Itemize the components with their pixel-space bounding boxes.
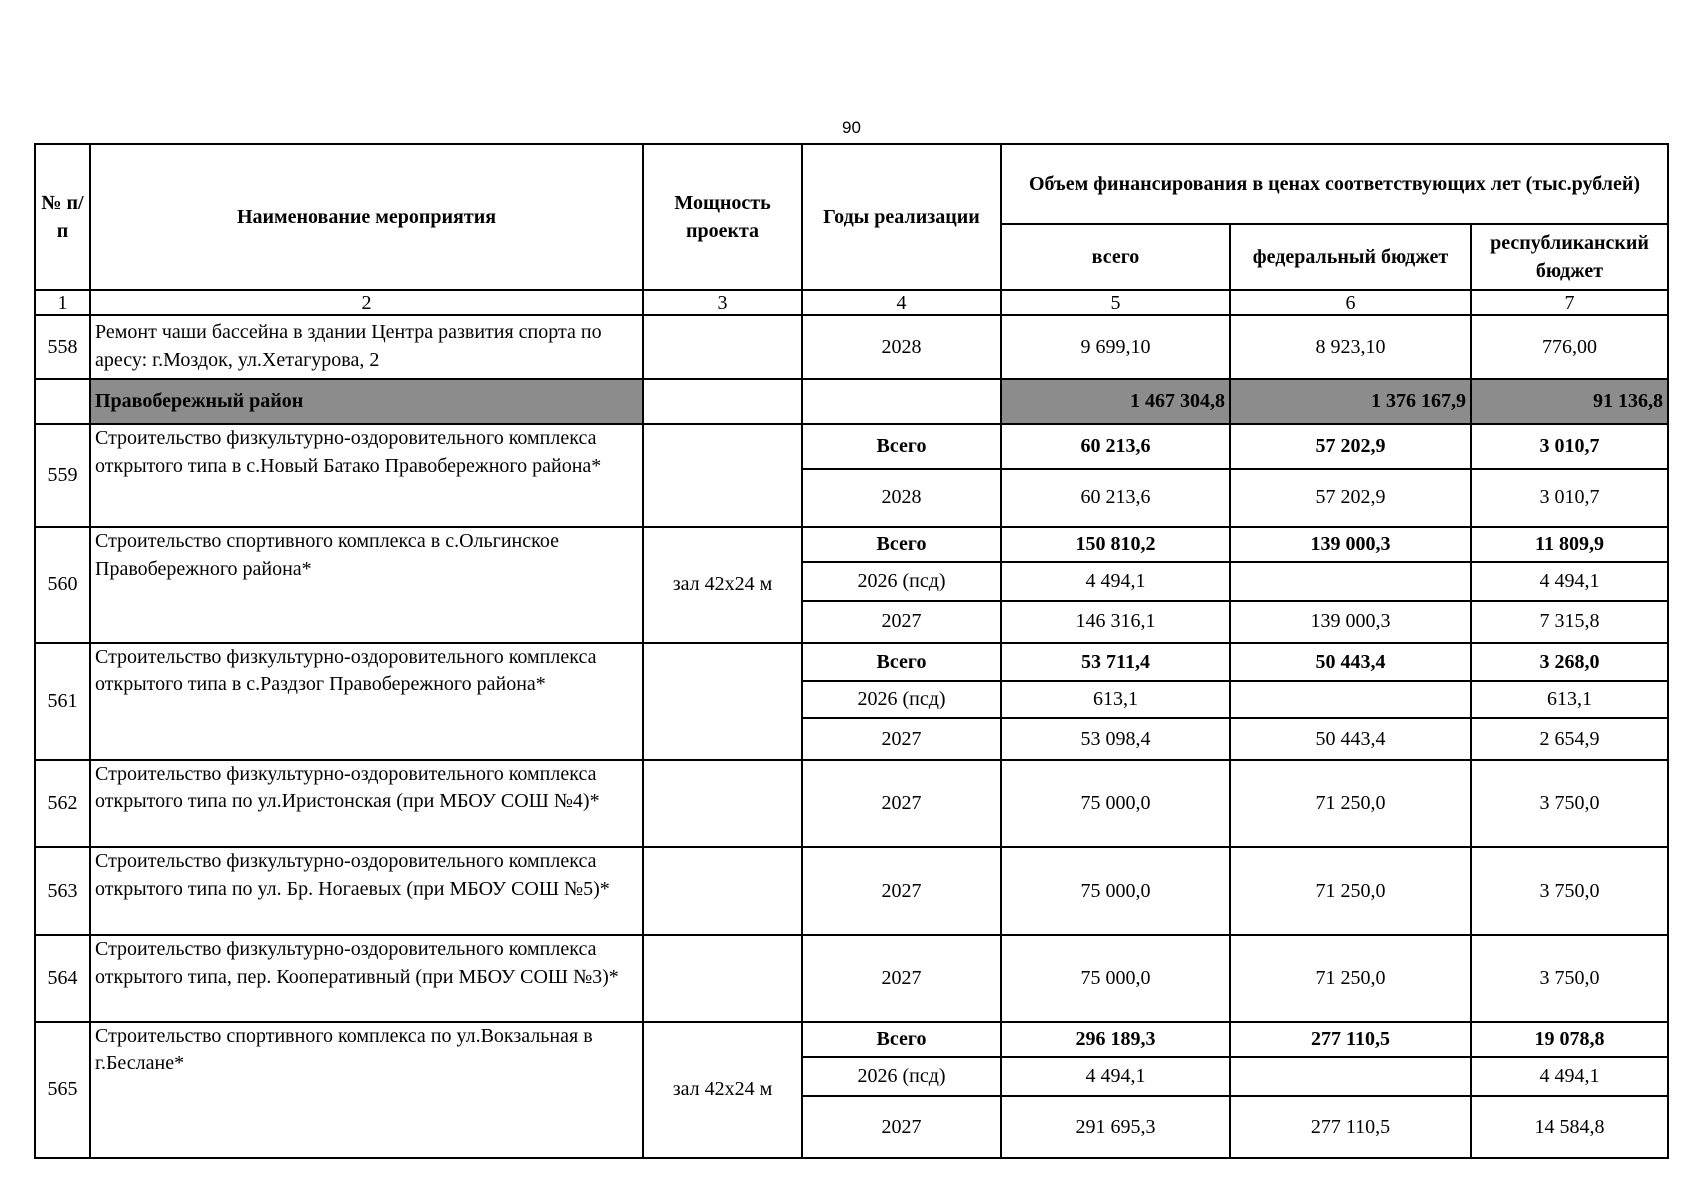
- row-number: 563: [35, 847, 90, 935]
- federal-cell: 71 250,0: [1230, 760, 1471, 848]
- table-row-559: [35, 424, 1668, 468]
- federal-cell: 277 110,5: [1230, 1096, 1471, 1158]
- project-power: [643, 315, 802, 379]
- measure-name: Строительство спортивного комплекса в с.Ольгинское Правобережного района*: [90, 527, 643, 643]
- year-cell: 2027: [802, 935, 1001, 1022]
- year-cell: 2028: [802, 315, 1001, 379]
- republic-cell: 3 010,7: [1471, 424, 1668, 468]
- republic-cell: 2 654,9: [1471, 718, 1668, 759]
- year-cell: 2027: [802, 601, 1001, 643]
- federal-cell: 50 443,4: [1230, 643, 1471, 681]
- total-cell: 60 213,6: [1001, 469, 1230, 527]
- total-cell: 296 189,3: [1001, 1022, 1230, 1057]
- total-cell: 53 711,4: [1001, 643, 1230, 681]
- federal-cell: [1230, 1057, 1471, 1096]
- republic-cell: 3 750,0: [1471, 935, 1668, 1022]
- district-name: Правобережный район: [90, 379, 643, 424]
- header-row-top: [35, 144, 1668, 224]
- row-number: 558: [35, 315, 90, 379]
- year-cell: 2027: [802, 1096, 1001, 1158]
- header-years: Годы реализации: [802, 144, 1001, 290]
- project-power: [643, 760, 802, 848]
- header-name: Наименование мероприятия: [90, 144, 643, 290]
- measure-name: Строительство физкультурно-оздоровительного комплекса открытого типа в с.Раздзог Правобережного района*: [90, 643, 643, 760]
- year-cell: 2027: [802, 718, 1001, 759]
- republic-cell: 3 750,0: [1471, 847, 1668, 935]
- republic-cell: 4 494,1: [1471, 1057, 1668, 1096]
- federal-cell: 50 443,4: [1230, 718, 1471, 759]
- year-cell: 2026 (псд): [802, 1057, 1001, 1096]
- total-cell: 150 810,2: [1001, 527, 1230, 562]
- column-number: 1: [35, 290, 90, 315]
- district-republic: 91 136,8: [1471, 379, 1668, 424]
- row-number: 562: [35, 760, 90, 848]
- row-number: 565: [35, 1022, 90, 1158]
- measure-name: Строительство физкультурно-оздоровительного комплекса открытого типа по ул. Бр. Ногаевых (при МБОУ СОШ №5)*: [90, 847, 643, 935]
- republic-cell: 19 078,8: [1471, 1022, 1668, 1057]
- header-republic: республиканский бюджет: [1471, 224, 1668, 291]
- table-row-558: [35, 315, 1668, 379]
- row-number: 560: [35, 527, 90, 643]
- republic-cell: 4 494,1: [1471, 562, 1668, 600]
- header-federal: федеральный бюджет: [1230, 224, 1471, 291]
- district-federal: 1 376 167,9: [1230, 379, 1471, 424]
- table-row-561: [35, 643, 1668, 681]
- measure-name: Ремонт чаши бассейна в здании Центра развития спорта по аресу: г.Моздок, ул.Хетагурова, 2: [90, 315, 643, 379]
- total-cell: 75 000,0: [1001, 847, 1230, 935]
- total-cell: 75 000,0: [1001, 760, 1230, 848]
- measure-name: Строительство физкультурно-оздоровительного комплекса открытого типа в с.Новый Батако Правобережного района*: [90, 424, 643, 527]
- republic-cell: 11 809,9: [1471, 527, 1668, 562]
- funding-table: [34, 143, 1669, 1159]
- header-power: Мощность проекта: [643, 144, 802, 290]
- row-number: 564: [35, 935, 90, 1022]
- district-total: 1 467 304,8: [1001, 379, 1230, 424]
- column-number: 4: [802, 290, 1001, 315]
- row-number: 561: [35, 643, 90, 760]
- total-cell: 146 316,1: [1001, 601, 1230, 643]
- federal-cell: 139 000,3: [1230, 527, 1471, 562]
- column-numbers-row: [35, 290, 1668, 315]
- republic-cell: 3 010,7: [1471, 469, 1668, 527]
- table-row-560: [35, 527, 1668, 562]
- header-total: всего: [1001, 224, 1230, 291]
- total-cell: 4 494,1: [1001, 1057, 1230, 1096]
- total-cell: 9 699,10: [1001, 315, 1230, 379]
- federal-cell: 57 202,9: [1230, 469, 1471, 527]
- year-cell: 2028: [802, 469, 1001, 527]
- project-power: [643, 643, 802, 760]
- year-cell: 2026 (псд): [802, 562, 1001, 600]
- project-power: [643, 847, 802, 935]
- row-number: 559: [35, 424, 90, 527]
- district-row: [35, 379, 1668, 424]
- total-cell: 60 213,6: [1001, 424, 1230, 468]
- project-power: зал 42x24 м: [643, 527, 802, 643]
- column-number: 6: [1230, 290, 1471, 315]
- year-cell: Всего: [802, 424, 1001, 468]
- federal-cell: 8 923,10: [1230, 315, 1471, 379]
- total-cell: 75 000,0: [1001, 935, 1230, 1022]
- year-cell: 2027: [802, 760, 1001, 848]
- republic-cell: 3 268,0: [1471, 643, 1668, 681]
- district-power-cell: [643, 379, 802, 424]
- total-cell: 291 695,3: [1001, 1096, 1230, 1158]
- federal-cell: [1230, 681, 1471, 718]
- table-row-565: [35, 1022, 1668, 1057]
- column-number: 2: [90, 290, 643, 315]
- header-funding: Объем финансирования в ценах соответствующих лет (тыс.рублей): [1001, 144, 1668, 224]
- republic-cell: 7 315,8: [1471, 601, 1668, 643]
- federal-cell: 57 202,9: [1230, 424, 1471, 468]
- project-power: [643, 935, 802, 1022]
- year-cell: Всего: [802, 527, 1001, 562]
- federal-cell: 71 250,0: [1230, 847, 1471, 935]
- republic-cell: 776,00: [1471, 315, 1668, 379]
- column-number: 7: [1471, 290, 1668, 315]
- federal-cell: 71 250,0: [1230, 935, 1471, 1022]
- column-number: 3: [643, 290, 802, 315]
- header-num: № п/п: [35, 144, 90, 290]
- republic-cell: 3 750,0: [1471, 760, 1668, 848]
- year-cell: 2026 (псд): [802, 681, 1001, 718]
- measure-name: Строительство физкультурно-оздоровительного комплекса открытого типа, пер. Кооперативный (при МБОУ СОШ №3)*: [90, 935, 643, 1022]
- district-year-cell: [802, 379, 1001, 424]
- measure-name: Строительство физкультурно-оздоровительного комплекса открытого типа по ул.Иристонская (при МБОУ СОШ №4)*: [90, 760, 643, 848]
- column-number: 5: [1001, 290, 1230, 315]
- project-power: зал 42x24 м: [643, 1022, 802, 1158]
- total-cell: 4 494,1: [1001, 562, 1230, 600]
- federal-cell: 139 000,3: [1230, 601, 1471, 643]
- district-num-cell: [35, 379, 90, 424]
- total-cell: 613,1: [1001, 681, 1230, 718]
- total-cell: 53 098,4: [1001, 718, 1230, 759]
- year-cell: Всего: [802, 643, 1001, 681]
- year-cell: Всего: [802, 1022, 1001, 1057]
- table-row-563: [35, 847, 1668, 935]
- project-power: [643, 424, 802, 527]
- measure-name: Строительство спортивного комплекса по ул.Вокзальная в г.Беслане*: [90, 1022, 643, 1158]
- federal-cell: [1230, 562, 1471, 600]
- table-row-562: [35, 760, 1668, 848]
- federal-cell: 277 110,5: [1230, 1022, 1471, 1057]
- year-cell: 2027: [802, 847, 1001, 935]
- republic-cell: 14 584,8: [1471, 1096, 1668, 1158]
- table-row-564: [35, 935, 1668, 1022]
- page-number: 90: [842, 118, 861, 137]
- republic-cell: 613,1: [1471, 681, 1668, 718]
